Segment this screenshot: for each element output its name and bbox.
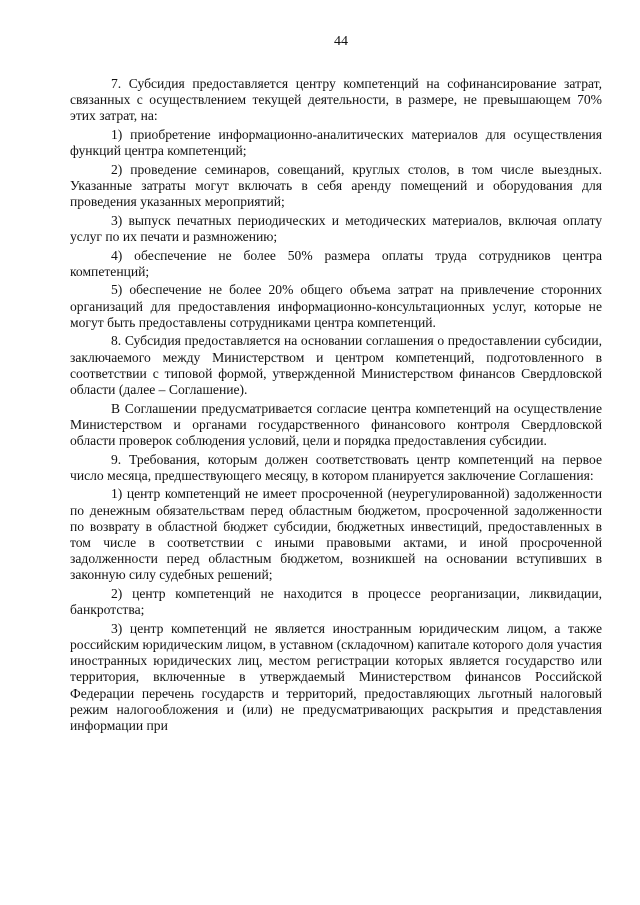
paragraph-9: 9. Требования, которым должен соответствовать центр компетенций на первое число месяца, предшествующего месяцу, в котором планируется заключение Соглашения: [70,451,602,483]
paragraph-8: 8. Субсидия предоставляется на основании соглашения о предоставлении субсидии, заключаемого между Министерством и центром компетенций, подготовленного в соответствии с типовой формой, утвержденной Министерством финансов Свердловской области (далее – Соглашение). [70,333,602,397]
paragraph-7-item-5: 5) обеспечение не более 20% общего объема затрат на привлечение сторонних организаций для предоставления информационно-консультационных услуг, которые не могут быть предоставлены сотрудниками центра компетенций. [70,282,602,330]
paragraph-7-item-4: 4) обеспечение не более 50% размера оплаты труда сотрудников центра компетенций; [70,247,602,279]
paragraph-9-item-2: 2) центр компетенций не находится в процессе реорганизации, ликвидации, банкротства; [70,586,602,618]
page-number: 44 [334,34,348,49]
paragraph-8-agreement-consent: В Соглашении предусматривается согласие центра компетенций на осуществление Министерством и органами государственного финансового контроля Свердловской области проверок соблюдения условий, цели и порядка предоставления субсидии. [70,400,602,448]
document-body [70,76,602,734]
paragraph-7-item-2: 2) проведение семинаров, совещаний, круглых столов, в том числе выездных. Указанные затраты могут включать в себя аренду помещений и оборудования для проведения указанных мероприятий; [70,161,602,210]
paragraph-7-item-3: 3) выпуск печатных периодических и методических материалов, включая оплату услуг по их печати и размножению; [70,212,602,244]
paragraph-7: 7. Субсидия предоставляется центру компетенций на софинансирование затрат, связанных с осуществлением текущей деятельности, в размере, не превышающем 70% этих затрат, на: [70,76,602,124]
paragraph-9-item-1: 1) центр компетенций не имеет просроченной (неурегулированной) задолженности по денежным обязательствам перед областным бюджетом, просроченной задолженности по возврату в областной бюджет субсидии, бюджетных инвестиций, предоставленных в том числе в соответствии с иными правовыми актами, и иной просроченной задолженности перед областным бюджетом, возникшей на основании вступивших в законную силу судебных решений; [70,486,602,583]
paragraph-7-item-1: 1) приобретение информационно-аналитических материалов для осуществления функций центра компетенций; [70,127,602,159]
paragraph-9-item-3: 3) центр компетенций не является иностранным юридическим лицом, а также российским юридическим лицом, в уставном (складочном) капитале которого доля участия иностранных юридических лиц, местом регистрации которых является государство или территория, включенные в утверждаемый Министерством финансов Российской Федерации перечень государств и территорий, предоставляющих льготный налоговый режим налогообложения и (или) не предусматривающих раскрытия и представления информации при [70,620,602,734]
